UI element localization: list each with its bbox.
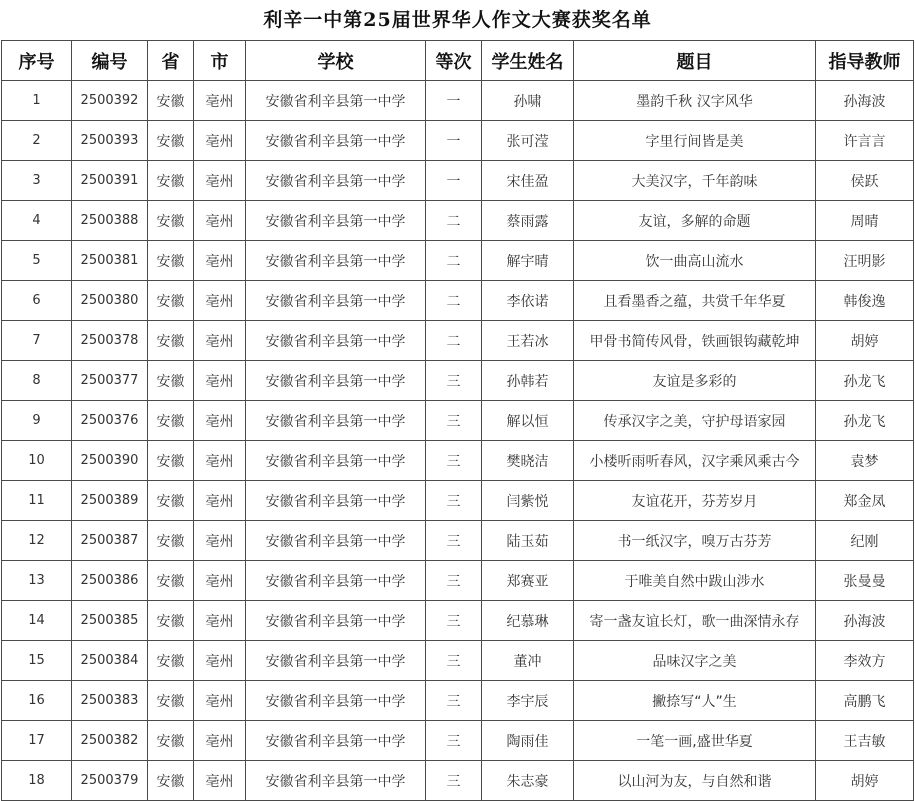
cell-teacher: 孙海波	[816, 81, 914, 121]
cell-province: 安徽	[148, 441, 194, 481]
cell-topic: 甲骨书简传风骨，铁画银钩藏乾坤	[574, 321, 816, 361]
cell-id: 2500380	[72, 281, 148, 321]
cell-city: 亳州	[194, 281, 246, 321]
cell-rank: 一	[426, 161, 482, 201]
cell-index: 14	[2, 601, 72, 641]
table-row	[2, 281, 914, 321]
cell-city: 亳州	[194, 721, 246, 761]
cell-index: 11	[2, 481, 72, 521]
table-row	[2, 201, 914, 241]
cell-rank: 三	[426, 681, 482, 721]
cell-province: 安徽	[148, 241, 194, 281]
cell-student: 陶雨佳	[482, 721, 574, 761]
cell-student: 郑赛亚	[482, 561, 574, 601]
cell-city: 亳州	[194, 241, 246, 281]
cell-rank: 二	[426, 201, 482, 241]
cell-student: 宋佳盈	[482, 161, 574, 201]
cell-id: 2500381	[72, 241, 148, 281]
cell-student: 樊晓洁	[482, 441, 574, 481]
table-row	[2, 81, 914, 121]
cell-city: 亳州	[194, 481, 246, 521]
cell-student: 李依诺	[482, 281, 574, 321]
cell-student: 李宇辰	[482, 681, 574, 721]
cell-province: 安徽	[148, 681, 194, 721]
table-row	[2, 121, 914, 161]
cell-rank: 二	[426, 281, 482, 321]
cell-index: 12	[2, 521, 72, 561]
cell-rank: 三	[426, 481, 482, 521]
cell-teacher: 孙海波	[816, 601, 914, 641]
cell-index: 18	[2, 761, 72, 801]
cell-index: 16	[2, 681, 72, 721]
cell-teacher: 胡婷	[816, 321, 914, 361]
cell-province: 安徽	[148, 121, 194, 161]
table-row	[2, 361, 914, 401]
table-row	[2, 441, 914, 481]
cell-school: 安徽省利辛县第一中学	[246, 401, 426, 441]
cell-id: 2500377	[72, 361, 148, 401]
cell-city: 亳州	[194, 201, 246, 241]
cell-city: 亳州	[194, 761, 246, 801]
cell-teacher: 胡婷	[816, 761, 914, 801]
cell-rank: 三	[426, 721, 482, 761]
cell-student: 孙啸	[482, 81, 574, 121]
cell-id: 2500384	[72, 641, 148, 681]
cell-student: 解宇晴	[482, 241, 574, 281]
cell-id: 2500383	[72, 681, 148, 721]
cell-city: 亳州	[194, 681, 246, 721]
cell-teacher: 韩俊逸	[816, 281, 914, 321]
table-row	[2, 601, 914, 641]
cell-index: 5	[2, 241, 72, 281]
table-row	[2, 481, 914, 521]
cell-id: 2500379	[72, 761, 148, 801]
cell-province: 安徽	[148, 201, 194, 241]
cell-school: 安徽省利辛县第一中学	[246, 161, 426, 201]
cell-rank: 一	[426, 121, 482, 161]
cell-student: 解以恒	[482, 401, 574, 441]
cell-id: 2500393	[72, 121, 148, 161]
cell-province: 安徽	[148, 361, 194, 401]
cell-province: 安徽	[148, 401, 194, 441]
cell-student: 纪慕琳	[482, 601, 574, 641]
cell-school: 安徽省利辛县第一中学	[246, 481, 426, 521]
col-header-index: 序号	[2, 41, 72, 81]
cell-id: 2500386	[72, 561, 148, 601]
cell-province: 安徽	[148, 721, 194, 761]
table-row	[2, 521, 914, 561]
cell-rank: 三	[426, 641, 482, 681]
cell-school: 安徽省利辛县第一中学	[246, 641, 426, 681]
cell-topic: 字里行间皆是美	[574, 121, 816, 161]
cell-index: 17	[2, 721, 72, 761]
table-row	[2, 561, 914, 601]
cell-city: 亳州	[194, 561, 246, 601]
cell-student: 闫紫悦	[482, 481, 574, 521]
cell-rank: 二	[426, 241, 482, 281]
cell-student: 陆玉茹	[482, 521, 574, 561]
cell-province: 安徽	[148, 641, 194, 681]
table-row	[2, 641, 914, 681]
cell-id: 2500388	[72, 201, 148, 241]
cell-school: 安徽省利辛县第一中学	[246, 521, 426, 561]
cell-topic: 友谊是多彩的	[574, 361, 816, 401]
cell-student: 蔡雨露	[482, 201, 574, 241]
cell-id: 2500376	[72, 401, 148, 441]
cell-index: 6	[2, 281, 72, 321]
cell-province: 安徽	[148, 761, 194, 801]
col-header-school: 学校	[246, 41, 426, 81]
table-row	[2, 681, 914, 721]
cell-topic: 墨韵千秋 汉字风华	[574, 81, 816, 121]
cell-city: 亳州	[194, 161, 246, 201]
cell-rank: 三	[426, 561, 482, 601]
cell-index: 8	[2, 361, 72, 401]
cell-student: 王若冰	[482, 321, 574, 361]
cell-index: 4	[2, 201, 72, 241]
cell-student: 张可滢	[482, 121, 574, 161]
table-row	[2, 721, 914, 761]
cell-topic: 撇捺写“人”生	[574, 681, 816, 721]
cell-topic: 寄一盏友谊长灯，歌一曲深情永存	[574, 601, 816, 641]
cell-teacher: 孙龙飞	[816, 401, 914, 441]
cell-school: 安徽省利辛县第一中学	[246, 561, 426, 601]
cell-id: 2500382	[72, 721, 148, 761]
cell-id: 2500387	[72, 521, 148, 561]
cell-teacher: 张曼曼	[816, 561, 914, 601]
cell-teacher: 许言言	[816, 121, 914, 161]
cell-school: 安徽省利辛县第一中学	[246, 121, 426, 161]
cell-teacher: 王吉敏	[816, 721, 914, 761]
cell-province: 安徽	[148, 281, 194, 321]
cell-teacher: 纪刚	[816, 521, 914, 561]
cell-student: 孙韩若	[482, 361, 574, 401]
cell-topic: 友谊，多解的命题	[574, 201, 816, 241]
cell-rank: 三	[426, 441, 482, 481]
cell-teacher: 高鹏飞	[816, 681, 914, 721]
cell-school: 安徽省利辛县第一中学	[246, 681, 426, 721]
cell-topic: 于唯美自然中跋山涉水	[574, 561, 816, 601]
cell-rank: 三	[426, 761, 482, 801]
cell-topic: 且看墨香之蕴，共赏千年华夏	[574, 281, 816, 321]
award-table	[1, 40, 914, 801]
table-row	[2, 401, 914, 441]
cell-student: 朱志豪	[482, 761, 574, 801]
cell-id: 2500378	[72, 321, 148, 361]
cell-school: 安徽省利辛县第一中学	[246, 321, 426, 361]
cell-index: 2	[2, 121, 72, 161]
cell-index: 9	[2, 401, 72, 441]
cell-rank: 三	[426, 361, 482, 401]
cell-topic: 品味汉字之美	[574, 641, 816, 681]
cell-id: 2500389	[72, 481, 148, 521]
cell-id: 2500392	[72, 81, 148, 121]
cell-teacher: 袁梦	[816, 441, 914, 481]
cell-teacher: 周晴	[816, 201, 914, 241]
table-row	[2, 241, 914, 281]
cell-province: 安徽	[148, 161, 194, 201]
cell-city: 亳州	[194, 321, 246, 361]
cell-rank: 三	[426, 521, 482, 561]
cell-school: 安徽省利辛县第一中学	[246, 281, 426, 321]
cell-rank: 二	[426, 321, 482, 361]
cell-index: 15	[2, 641, 72, 681]
table-row	[2, 321, 914, 361]
cell-topic: 传承汉字之美，守护母语家园	[574, 401, 816, 441]
col-header-student: 学生姓名	[482, 41, 574, 81]
table-row	[2, 761, 914, 801]
cell-rank: 三	[426, 401, 482, 441]
cell-topic: 以山河为友，与自然和谐	[574, 761, 816, 801]
cell-province: 安徽	[148, 321, 194, 361]
cell-school: 安徽省利辛县第一中学	[246, 441, 426, 481]
cell-topic: 大美汉字，千年韵味	[574, 161, 816, 201]
cell-city: 亳州	[194, 441, 246, 481]
cell-index: 7	[2, 321, 72, 361]
cell-teacher: 汪明影	[816, 241, 914, 281]
cell-topic: 小楼听雨听春风，汉字乘风乘古今	[574, 441, 816, 481]
cell-province: 安徽	[148, 601, 194, 641]
cell-rank: 一	[426, 81, 482, 121]
cell-school: 安徽省利辛县第一中学	[246, 201, 426, 241]
cell-school: 安徽省利辛县第一中学	[246, 601, 426, 641]
cell-index: 10	[2, 441, 72, 481]
cell-school: 安徽省利辛县第一中学	[246, 241, 426, 281]
table-row	[2, 161, 914, 201]
col-header-city: 市	[194, 41, 246, 81]
cell-city: 亳州	[194, 81, 246, 121]
header-row	[2, 41, 914, 81]
col-header-teacher: 指导教师	[816, 41, 914, 81]
cell-topic: 书一纸汉字，嗅万古芬芳	[574, 521, 816, 561]
cell-city: 亳州	[194, 121, 246, 161]
cell-topic: 饮一曲高山流水	[574, 241, 816, 281]
cell-city: 亳州	[194, 521, 246, 561]
cell-id: 2500391	[72, 161, 148, 201]
cell-city: 亳州	[194, 601, 246, 641]
cell-teacher: 侯跃	[816, 161, 914, 201]
col-header-id: 编号	[72, 41, 148, 81]
cell-topic: 友谊花开，芬芳岁月	[574, 481, 816, 521]
cell-rank: 三	[426, 601, 482, 641]
cell-index: 1	[2, 81, 72, 121]
cell-teacher: 孙龙飞	[816, 361, 914, 401]
cell-city: 亳州	[194, 641, 246, 681]
cell-index: 3	[2, 161, 72, 201]
cell-teacher: 李效方	[816, 641, 914, 681]
cell-school: 安徽省利辛县第一中学	[246, 761, 426, 801]
cell-teacher: 郑金凤	[816, 481, 914, 521]
cell-school: 安徽省利辛县第一中学	[246, 361, 426, 401]
cell-id: 2500385	[72, 601, 148, 641]
cell-city: 亳州	[194, 361, 246, 401]
col-header-province: 省	[148, 41, 194, 81]
cell-school: 安徽省利辛县第一中学	[246, 721, 426, 761]
col-header-topic: 题目	[574, 41, 816, 81]
cell-province: 安徽	[148, 561, 194, 601]
col-header-rank: 等次	[426, 41, 482, 81]
cell-id: 2500390	[72, 441, 148, 481]
cell-index: 13	[2, 561, 72, 601]
cell-student: 董冲	[482, 641, 574, 681]
cell-province: 安徽	[148, 481, 194, 521]
cell-province: 安徽	[148, 81, 194, 121]
cell-city: 亳州	[194, 401, 246, 441]
cell-province: 安徽	[148, 521, 194, 561]
cell-topic: 一笔一画,盛世华夏	[574, 721, 816, 761]
cell-school: 安徽省利辛县第一中学	[246, 81, 426, 121]
page-title: 利辛一中第25届世界华人作文大赛获奖名单	[263, 9, 652, 31]
